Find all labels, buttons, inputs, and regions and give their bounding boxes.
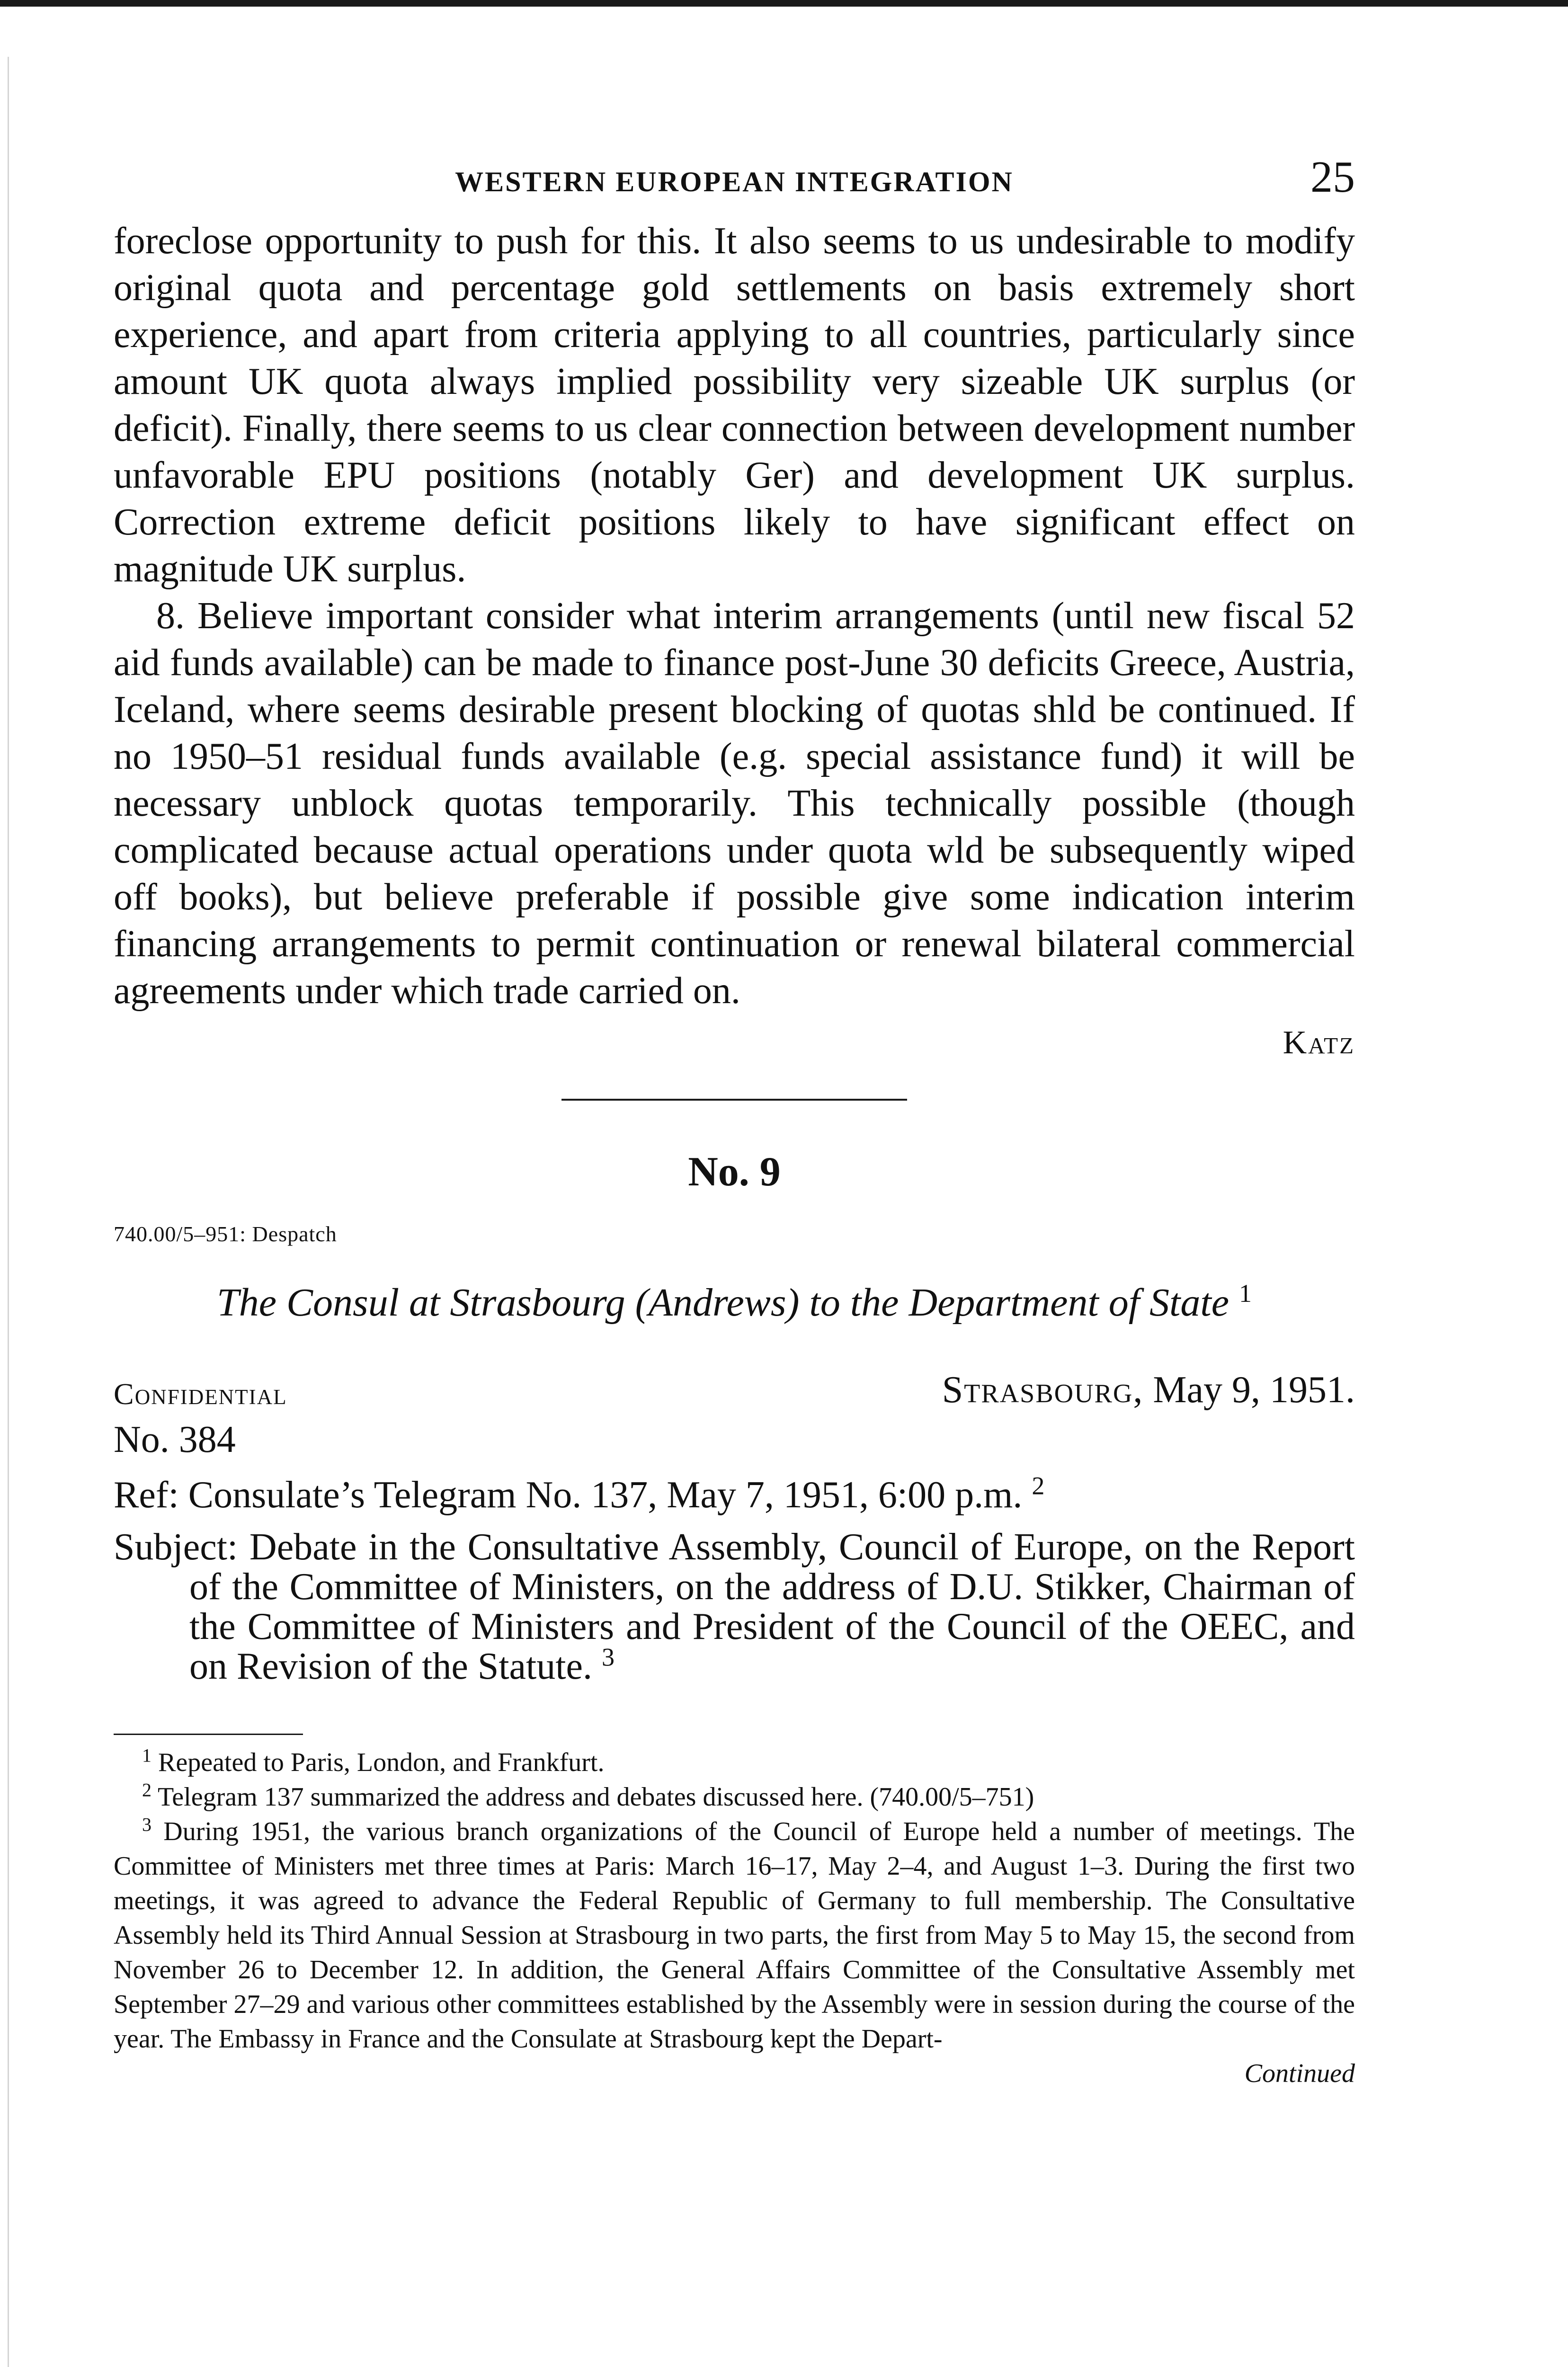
- reference-text: Ref: Consulate’s Telegram No. 137, May 7, 1951, 6:00 p.m.: [114, 1474, 1023, 1516]
- footnote-text: During 1951, the various branch organizations of the Council of Europe held a number of meetings. The Committee of Ministers met three times at Paris: March 16–17, May 2–4, and August 1–3. During the first two meetings, it was agreed to advance the Federal Republic of Germany to full membership. The Consultative Assembly held its Third Annual Session at Strasbourg in two parts, the first from May 5 to May 15, the second from November 26 to December 12. In addition, the General Affairs Committee of the Consultative Assembly met September 27–29 and various other committees established by the Assembly were in session during the course of the year. The Embassy in France and the Consulate at Strasbourg kept the Depart-: [114, 1817, 1355, 2054]
- page: [114, 137, 1355, 2091]
- reference-line: [114, 1472, 1355, 1519]
- body-text: [114, 218, 1355, 1014]
- page-number: 25: [1310, 152, 1355, 202]
- document-heading-text: The Consul at Strasbourg (Andrews) to the Department of State: [216, 1281, 1229, 1325]
- footnote-mark: 3: [142, 1814, 151, 1835]
- dateline: [942, 1369, 1355, 1412]
- footnote-mark: 2: [142, 1779, 151, 1801]
- continued-label: Continued: [1244, 2059, 1355, 2088]
- footnote-rule: [114, 1734, 303, 1735]
- heading-footnote-mark: 1: [1239, 1279, 1252, 1308]
- footnote: [114, 1745, 1355, 1780]
- paragraph-8: 8. Believe important consider what interim arrangements (until new fiscal 52 aid funds available) can be made to finance post-June 30 deficits Greece, Austria, Iceland, where seems desirable present blocking of quotas shld be continued. If no 1950–51 residual funds available (e.g. special assistance fund) it will be necessary unblock quotas temporarily. This technically possible (though complicated because actual operations under quota wld be subsequently wiped off books), but believe preferable if possible give some indication interim financing arrangements to permit continuation or renewal bilateral commercial agreements under which trade carried on.: [114, 595, 1355, 1012]
- scan-left-edge: [8, 57, 9, 2367]
- signature: Katz: [1283, 1024, 1355, 1061]
- document-number: No. 9: [688, 1149, 781, 1195]
- paragraph-continued: foreclose opportunity to push for this. It also seems to us undesirable to modify original quota and percentage gold settlements on basis extremely short experience, and apart from criteria applying to all countries, particularly since amount UK quota always implied possibility very sizeable UK surplus (or deficit). Finally, there seems to us clear connection between development number unfavorable EPU positions (notably Ger) and development UK surplus. Correction extreme deficit positions likely to have significant effect on magnitude UK surplus.: [114, 220, 1355, 590]
- footnotes: [114, 1745, 1355, 2056]
- running-head: [114, 137, 1355, 218]
- despatch-number: No. 384: [114, 1419, 236, 1460]
- classification: Confidential: [114, 1377, 287, 1411]
- subject-block: [114, 1527, 1355, 1686]
- classification-row: [114, 1369, 1355, 1416]
- footnote-mark: 1: [142, 1744, 151, 1766]
- file-reference: 740.00/5–951: Despatch: [114, 1222, 337, 1246]
- subject-footnote-mark: 3: [602, 1643, 615, 1672]
- footnote-text: Repeated to Paris, London, and Frankfurt.: [158, 1748, 605, 1777]
- subject-text: Subject: Debate in the Consultative Assembly, Council of Europe, on the Report of the Committee of Ministers, on the address of D.U. Stikker, Chairman of the Committee of Ministers and President of the Council of the OEEC, and on Revision of the Statute.: [114, 1526, 1355, 1687]
- reference-footnote-mark: 2: [1032, 1471, 1045, 1500]
- scan-top-edge: [0, 0, 1568, 7]
- footnote: [114, 1815, 1355, 2056]
- document-heading: [114, 1280, 1355, 1326]
- dateline-date: May 9, 1951.: [1153, 1369, 1355, 1411]
- footnote: [114, 1780, 1355, 1815]
- section-divider: [561, 1099, 907, 1101]
- footnote-text: Telegram 137 summarized the address and debates discussed here. (740.00/5–751): [158, 1782, 1034, 1812]
- running-title: WESTERN EUROPEAN INTEGRATION: [455, 166, 1014, 197]
- dateline-place: Strasbourg,: [942, 1369, 1144, 1411]
